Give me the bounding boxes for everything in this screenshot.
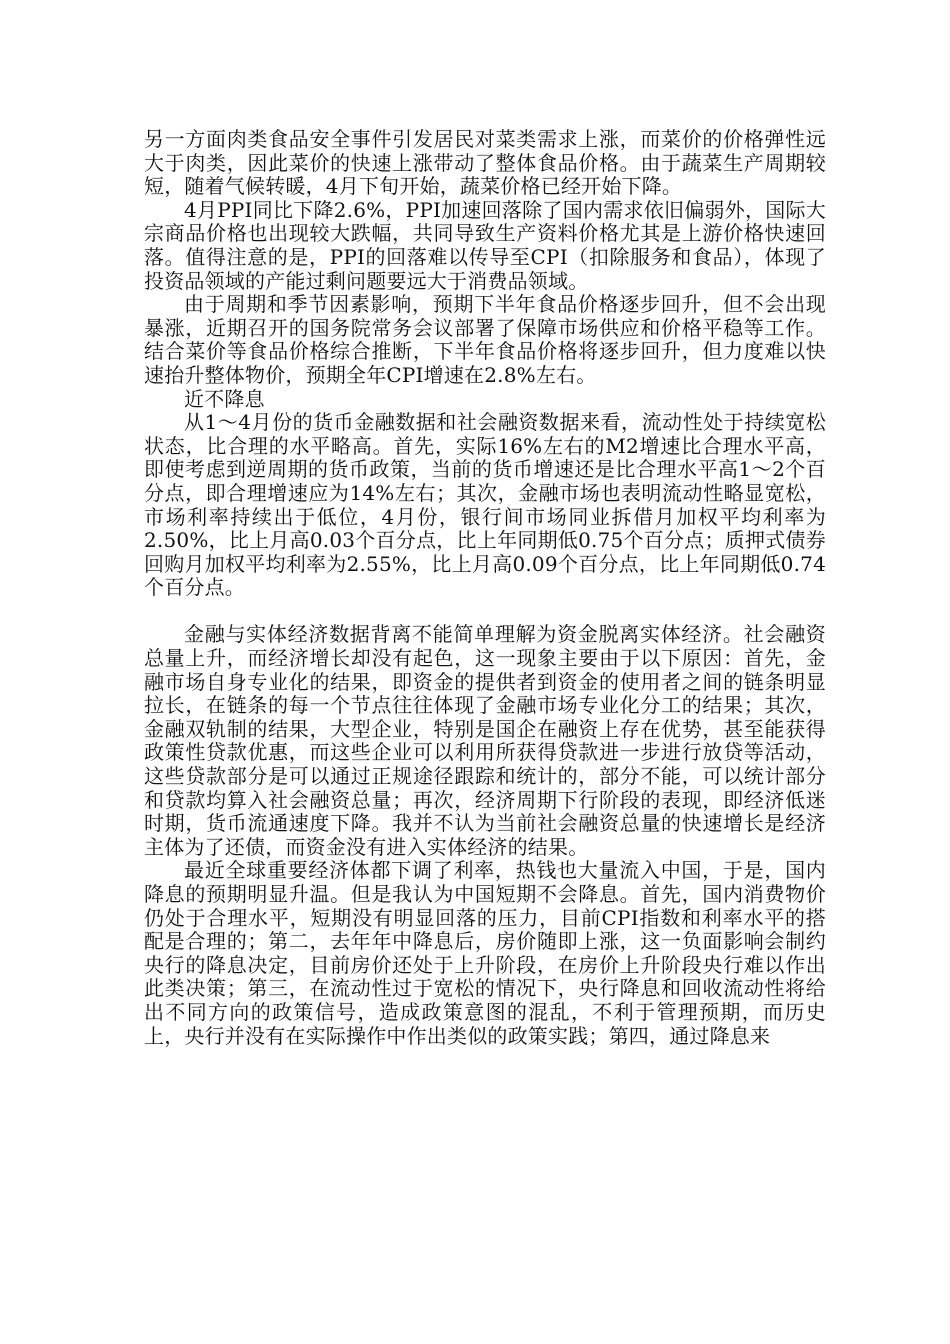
section-heading: 近不降息 [184,386,265,411]
paragraph-spacer [144,600,826,624]
paragraph-food-prices: 另一方面肉类食品安全事件引发居民对菜类需求上涨，而菜价的价格弹性远大于肉类，因此菜价的快速上涨带动了整体食品价格。由于蔬菜生产周期较短，随着气候转暖，4月下旬开始，蔬菜价格已经开始下降。 [144,127,826,199]
paragraph-cpi-forecast: 由于周期和季节因素影响，预期下半年食品价格逐步回升，但不会出现暴涨，近期召开的国务院常务会议部署了保障市场供应和价格平稳等工作。结合菜价等食品价格综合推断，下半年食品价格将逐步回升，但力度难以快速抬升整体物价，预期全年CPI增速在2.8%左右。 [144,292,826,387]
paragraph-ppi: 4月PPI同比下降2.6%，PPI加速回落除了国内需求依旧偏弱外，国际大宗商品价格也出现较大跌幅，共同导致生产资料价格尤其是上游价格快速回落。值得注意的是，PPI的回落难以传导至CPI（扣除服务和食品），体现了投资品领域的产能过剩问题要远大于消费品领域。 [144,197,826,293]
paragraph-liquidity: 从1～4月份的货币金融数据和社会融资数据来看，流动性处于持续宽松状态，比合理的水平略高。首先，实际16%左右的M2增速比合理水平高，即使考虑到逆周期的货币政策，当前的货币增速还是比合理水平高1～2个百分点，即合理增速应为14%左右；其次，金融市场也表明流动性略显宽松，市场利率持续出于低位，4月份，银行间市场同业拆借月加权平均利率为2.50%，比上月高0.03个百分点，比上年同期低0.75个百分点；质押式债券回购月加权平均利率为2.55%，比上月高0.09个百分点，比上年同期低0.74个百分点。 [144,410,826,600]
paragraph-interest-rate: 最近全球重要经济体都下调了利率，热钱也大量流入中国，于是，国内降息的预期明显升温。但是我认为中国短期不会降息。首先，国内消费物价仍处于合理水平，短期没有明显回落的压力，目前CPI指数和利率水平的搭配是合理的；第二，去年年中降息后，房价随即上涨，这一负面影响会制约央行的降息决定，目前房价还处于上升阶段，在房价上升阶段央行难以作出此类决策；第三，在流动性过于宽松的情况下，央行降息和回收流动性将给出不同方向的政策信号，造成政策意图的混乱，不利于管理预期，而历史上，央行并没有在实际操作中作出类似的政策实践；第四，通过降息来 [144,858,826,1048]
document-body [144,128,826,1048]
paragraph-financing: 金融与实体经济数据背离不能简单理解为资金脱离实体经济。社会融资总量上升，而经济增长却没有起色，这一现象主要由于以下原因：首先，金融市场自身专业化的结果，即资金的提供者到资金的使用者之间的链条明显拉长，在链条的每一个节点往往体现了金融市场专业化分工的结果；其次，金融双轨制的结果，大型企业，特别是国企在融资上存在优势，甚至能获得政策性贷款优惠，而这些企业可以利用所获得贷款进一步进行放贷等活动，这些贷款部分是可以通过正规途径跟踪和统计的，部分不能，可以统计部分和贷款均算入社会融资总量；再次，经济周期下行阶段的表现，即经济低迷时期，货币流通速度下降。我并不认为当前社会融资总量的快速增长是经济主体为了还债，而资金没有进入实体经济的结果。 [144,622,826,859]
